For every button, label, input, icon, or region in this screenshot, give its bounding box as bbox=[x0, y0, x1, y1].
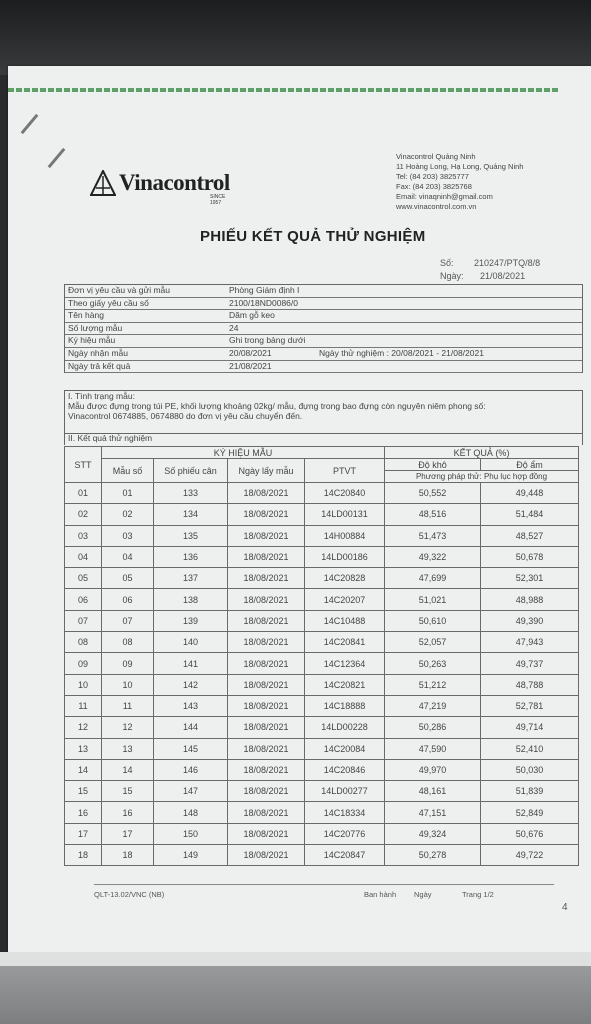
cell-sample-no: 06 bbox=[102, 589, 154, 610]
info-row bbox=[65, 335, 582, 348]
results-section-heading bbox=[64, 433, 583, 445]
info-value: 20/08/2021 bbox=[229, 347, 272, 358]
brand-name: Vinacontrol bbox=[119, 170, 230, 195]
document-date bbox=[440, 271, 525, 281]
cell-vehicle: 14LD00186 bbox=[305, 546, 385, 567]
cell-weigh-slip: 148 bbox=[154, 802, 228, 823]
cell-stt: 10 bbox=[65, 674, 102, 695]
company-line: Email: vinaqninh@gmail.com bbox=[396, 192, 493, 201]
cell-stt: 03 bbox=[65, 525, 102, 546]
cell-sample-date: 18/08/2021 bbox=[228, 483, 305, 504]
info-value: 2100/18ND0086/0 bbox=[229, 297, 299, 308]
header-sample-no: Mẫu số bbox=[102, 459, 154, 483]
cell-dryness: 50,278 bbox=[385, 845, 481, 866]
company-line: Fax: (84 203) 3825768 bbox=[396, 182, 472, 191]
info-label: Theo giấy yêu cầu số bbox=[68, 297, 149, 308]
page-info: Trang 1/2 bbox=[462, 890, 494, 899]
cell-sample-no: 12 bbox=[102, 717, 154, 738]
cell-dryness: 47,151 bbox=[385, 802, 481, 823]
info-row bbox=[65, 323, 582, 336]
cell-sample-date: 18/08/2021 bbox=[228, 610, 305, 631]
cell-vehicle: 14C10488 bbox=[305, 610, 385, 631]
cell-moisture: 49,390 bbox=[481, 610, 579, 631]
table-row bbox=[65, 717, 579, 738]
table-row bbox=[65, 504, 579, 525]
document-number bbox=[440, 258, 540, 268]
cell-dryness: 48,161 bbox=[385, 781, 481, 802]
table-row bbox=[65, 802, 579, 823]
cell-dryness: 47,219 bbox=[385, 695, 481, 716]
cell-stt: 15 bbox=[65, 781, 102, 802]
table-row bbox=[65, 610, 579, 631]
table-row bbox=[65, 632, 579, 653]
cell-stt: 16 bbox=[65, 802, 102, 823]
cell-stt: 12 bbox=[65, 717, 102, 738]
header-weigh-slip: Số phiếu cân bbox=[154, 459, 228, 483]
number-label: Số: bbox=[440, 258, 454, 268]
table-row bbox=[65, 738, 579, 759]
cell-vehicle: 14C20776 bbox=[305, 823, 385, 844]
cell-dryness: 49,324 bbox=[385, 823, 481, 844]
header-method: Phương pháp thử: Phụ lục hợp đồng bbox=[385, 471, 579, 483]
info-row bbox=[65, 285, 582, 298]
cell-moisture: 52,301 bbox=[481, 568, 579, 589]
cell-stt: 11 bbox=[65, 695, 102, 716]
info-label: Ký hiệu mẫu bbox=[68, 335, 116, 346]
cell-sample-date: 18/08/2021 bbox=[228, 695, 305, 716]
desk-background bbox=[0, 0, 591, 75]
cell-sample-no: 07 bbox=[102, 610, 154, 631]
table-row bbox=[65, 845, 579, 866]
cell-sample-no: 01 bbox=[102, 483, 154, 504]
cell-weigh-slip: 149 bbox=[154, 845, 228, 866]
cell-weigh-slip: 150 bbox=[154, 823, 228, 844]
cell-sample-date: 18/08/2021 bbox=[228, 823, 305, 844]
cell-vehicle: 14LD00228 bbox=[305, 717, 385, 738]
section-heading: II. Kết quả thử nghiệm bbox=[68, 433, 153, 443]
cell-dryness: 50,263 bbox=[385, 653, 481, 674]
info-value: 21/08/2021 bbox=[229, 360, 272, 371]
desk-surface bbox=[0, 960, 591, 1024]
info-value: Phòng Giám định I bbox=[229, 285, 300, 295]
header-stt: STT bbox=[65, 447, 102, 483]
section-text: Vinacontrol 0674885, 0674880 do đơn vị yêu cầu chuyển đến. bbox=[68, 411, 303, 421]
brand-since: SINCE 1957 bbox=[210, 194, 226, 206]
cell-sample-date: 18/08/2021 bbox=[228, 589, 305, 610]
vinacontrol-emblem-icon bbox=[90, 170, 116, 196]
cell-vehicle: 14C20841 bbox=[305, 632, 385, 653]
cell-sample-date: 18/08/2021 bbox=[228, 781, 305, 802]
cell-sample-no: 18 bbox=[102, 845, 154, 866]
cell-sample-no: 02 bbox=[102, 504, 154, 525]
info-row bbox=[65, 310, 582, 323]
info-row bbox=[65, 361, 582, 374]
cell-sample-no: 11 bbox=[102, 695, 154, 716]
sample-condition-section bbox=[64, 390, 583, 434]
cell-moisture: 49,714 bbox=[481, 717, 579, 738]
info-extra: Ngày thử nghiệm : 20/08/2021 - 21/08/2021 bbox=[319, 347, 484, 358]
info-value: Dăm gỗ keo bbox=[229, 310, 275, 321]
cell-moisture: 52,410 bbox=[481, 738, 579, 759]
cell-stt: 09 bbox=[65, 653, 102, 674]
company-address bbox=[396, 152, 523, 212]
table-row bbox=[65, 695, 579, 716]
cell-vehicle: 14LD00131 bbox=[305, 504, 385, 525]
cell-dryness: 50,552 bbox=[385, 483, 481, 504]
cell-vehicle: 14C18334 bbox=[305, 802, 385, 823]
cell-weigh-slip: 146 bbox=[154, 759, 228, 780]
cell-sample-date: 18/08/2021 bbox=[228, 738, 305, 759]
results-table bbox=[64, 446, 579, 866]
cell-sample-date: 18/08/2021 bbox=[228, 717, 305, 738]
header-dryness: Độ khô bbox=[385, 459, 481, 471]
cell-weigh-slip: 134 bbox=[154, 504, 228, 525]
cell-weigh-slip: 143 bbox=[154, 695, 228, 716]
cell-moisture: 52,781 bbox=[481, 695, 579, 716]
info-value: Ghi trong bảng dưới bbox=[229, 335, 306, 346]
cell-vehicle: 14C20828 bbox=[305, 568, 385, 589]
cell-sample-no: 17 bbox=[102, 823, 154, 844]
cell-sample-date: 18/08/2021 bbox=[228, 759, 305, 780]
cell-vehicle: 14C20084 bbox=[305, 738, 385, 759]
cell-dryness: 52,057 bbox=[385, 632, 481, 653]
company-line: 11 Hoàng Long, Hạ Long, Quảng Ninh bbox=[396, 162, 524, 171]
cell-weigh-slip: 137 bbox=[154, 568, 228, 589]
cell-sample-date: 18/08/2021 bbox=[228, 568, 305, 589]
cell-vehicle: 14C20846 bbox=[305, 759, 385, 780]
header-vehicle: PTVT bbox=[305, 459, 385, 483]
company-line: Tel: (84 203) 3825777 bbox=[396, 172, 469, 181]
cell-sample-no: 13 bbox=[102, 738, 154, 759]
cell-sample-no: 14 bbox=[102, 759, 154, 780]
cell-dryness: 48,516 bbox=[385, 504, 481, 525]
table-row bbox=[65, 653, 579, 674]
info-label: Số lượng mẫu bbox=[68, 322, 123, 333]
cell-weigh-slip: 142 bbox=[154, 674, 228, 695]
cell-stt: 17 bbox=[65, 823, 102, 844]
cell-weigh-slip: 147 bbox=[154, 781, 228, 802]
cell-sample-date: 18/08/2021 bbox=[228, 674, 305, 695]
cell-moisture: 50,678 bbox=[481, 546, 579, 567]
date-footer-label: Ngày bbox=[414, 890, 432, 899]
paper-edge bbox=[0, 952, 591, 966]
handwritten-mark: 4 bbox=[562, 902, 568, 913]
cell-vehicle: 14LD00277 bbox=[305, 781, 385, 802]
issue-label: Ban hành bbox=[364, 890, 397, 899]
company-line: Vinacontrol Quảng Ninh bbox=[396, 152, 476, 161]
document-title: PHIẾU KẾT QUẢ THỬ NGHIỆM bbox=[200, 228, 426, 245]
cell-sample-no: 03 bbox=[102, 525, 154, 546]
table-row bbox=[65, 674, 579, 695]
cell-dryness: 51,021 bbox=[385, 589, 481, 610]
date-value: 21/08/2021 bbox=[480, 271, 526, 281]
cell-weigh-slip: 145 bbox=[154, 738, 228, 759]
cell-stt: 04 bbox=[65, 546, 102, 567]
cell-weigh-slip: 144 bbox=[154, 717, 228, 738]
cell-moisture: 52,849 bbox=[481, 802, 579, 823]
section-heading: I. Tình trạng mẫu: bbox=[68, 391, 135, 401]
cell-vehicle: 14C20840 bbox=[305, 483, 385, 504]
cell-moisture: 49,448 bbox=[481, 483, 579, 504]
cell-moisture: 49,722 bbox=[481, 845, 579, 866]
cell-sample-no: 15 bbox=[102, 781, 154, 802]
info-label: Ngày nhận mẫu bbox=[68, 347, 129, 358]
cell-sample-date: 18/08/2021 bbox=[228, 653, 305, 674]
cell-vehicle: 14H00884 bbox=[305, 525, 385, 546]
cell-dryness: 51,473 bbox=[385, 525, 481, 546]
cell-moisture: 49,737 bbox=[481, 653, 579, 674]
cell-stt: 05 bbox=[65, 568, 102, 589]
cell-sample-no: 16 bbox=[102, 802, 154, 823]
table-row bbox=[65, 589, 579, 610]
cell-stt: 08 bbox=[65, 632, 102, 653]
cell-moisture: 47,943 bbox=[481, 632, 579, 653]
number-value: 210247/PTQ/8/8 bbox=[474, 258, 541, 268]
cell-stt: 01 bbox=[65, 483, 102, 504]
cell-weigh-slip: 133 bbox=[154, 483, 228, 504]
cell-dryness: 50,286 bbox=[385, 717, 481, 738]
info-label: Tên hàng bbox=[68, 310, 104, 321]
cell-weigh-slip: 135 bbox=[154, 525, 228, 546]
cell-sample-no: 08 bbox=[102, 632, 154, 653]
cell-stt: 07 bbox=[65, 610, 102, 631]
info-label: Ngày trả kết quả bbox=[68, 360, 131, 371]
cell-sample-date: 18/08/2021 bbox=[228, 632, 305, 653]
cell-moisture: 48,988 bbox=[481, 589, 579, 610]
cell-stt: 13 bbox=[65, 738, 102, 759]
cell-stt: 02 bbox=[65, 504, 102, 525]
cell-sample-no: 10 bbox=[102, 674, 154, 695]
cell-sample-no: 09 bbox=[102, 653, 154, 674]
cell-dryness: 49,970 bbox=[385, 759, 481, 780]
company-line: www.vinacontrol.com.vn bbox=[396, 202, 477, 211]
cell-moisture: 48,788 bbox=[481, 674, 579, 695]
cell-weigh-slip: 141 bbox=[154, 653, 228, 674]
table-row bbox=[65, 546, 579, 567]
cell-weigh-slip: 139 bbox=[154, 610, 228, 631]
cell-sample-date: 18/08/2021 bbox=[228, 525, 305, 546]
table-row bbox=[65, 781, 579, 802]
table-row bbox=[65, 525, 579, 546]
footer-line bbox=[94, 884, 554, 885]
cell-sample-date: 18/08/2021 bbox=[228, 802, 305, 823]
company-logo bbox=[90, 170, 230, 206]
info-table bbox=[64, 284, 583, 373]
cell-moisture: 51,484 bbox=[481, 504, 579, 525]
info-row bbox=[65, 298, 582, 311]
section-text: Mẫu được đựng trong túi PE, khối lượng khoảng 02kg/ mẫu, đựng trong bao đựng còn nguyên niêm phong số: bbox=[68, 401, 486, 411]
green-border-strip bbox=[8, 88, 558, 92]
header-result-group: KẾT QUẢ (%) bbox=[385, 447, 579, 459]
cell-vehicle: 14C18888 bbox=[305, 695, 385, 716]
table-row bbox=[65, 759, 579, 780]
cell-vehicle: 14C20821 bbox=[305, 674, 385, 695]
form-code: QLT-13.02/VNC (NB) bbox=[94, 890, 165, 899]
cell-dryness: 50,610 bbox=[385, 610, 481, 631]
cell-stt: 18 bbox=[65, 845, 102, 866]
cell-stt: 14 bbox=[65, 759, 102, 780]
cell-moisture: 50,030 bbox=[481, 759, 579, 780]
cell-moisture: 50,676 bbox=[481, 823, 579, 844]
cell-moisture: 51,839 bbox=[481, 781, 579, 802]
info-value: 24 bbox=[229, 322, 239, 333]
cell-vehicle: 14C20847 bbox=[305, 845, 385, 866]
cell-dryness: 51,212 bbox=[385, 674, 481, 695]
cell-dryness: 47,590 bbox=[385, 738, 481, 759]
cell-sample-date: 18/08/2021 bbox=[228, 546, 305, 567]
cell-weigh-slip: 138 bbox=[154, 589, 228, 610]
info-row bbox=[65, 348, 582, 361]
cell-sample-date: 18/08/2021 bbox=[228, 504, 305, 525]
date-label: Ngày: bbox=[440, 271, 464, 281]
cell-sample-no: 04 bbox=[102, 546, 154, 567]
header-sample-date: Ngày lấy mẫu bbox=[228, 459, 305, 483]
table-row bbox=[65, 483, 579, 504]
cell-moisture: 48,527 bbox=[481, 525, 579, 546]
info-label: Đơn vị yêu cầu và gửi mẫu bbox=[68, 285, 170, 295]
cell-weigh-slip: 140 bbox=[154, 632, 228, 653]
cell-dryness: 49,322 bbox=[385, 546, 481, 567]
cell-sample-no: 05 bbox=[102, 568, 154, 589]
header-moisture: Độ ẩm bbox=[481, 459, 579, 471]
header-sample-group: KÝ HIỆU MẪU bbox=[102, 447, 385, 459]
cell-vehicle: 14C12364 bbox=[305, 653, 385, 674]
cell-stt: 06 bbox=[65, 589, 102, 610]
cell-vehicle: 14C20207 bbox=[305, 589, 385, 610]
cell-weigh-slip: 136 bbox=[154, 546, 228, 567]
table-row bbox=[65, 568, 579, 589]
cell-dryness: 47,699 bbox=[385, 568, 481, 589]
table-row bbox=[65, 823, 579, 844]
cell-sample-date: 18/08/2021 bbox=[228, 845, 305, 866]
